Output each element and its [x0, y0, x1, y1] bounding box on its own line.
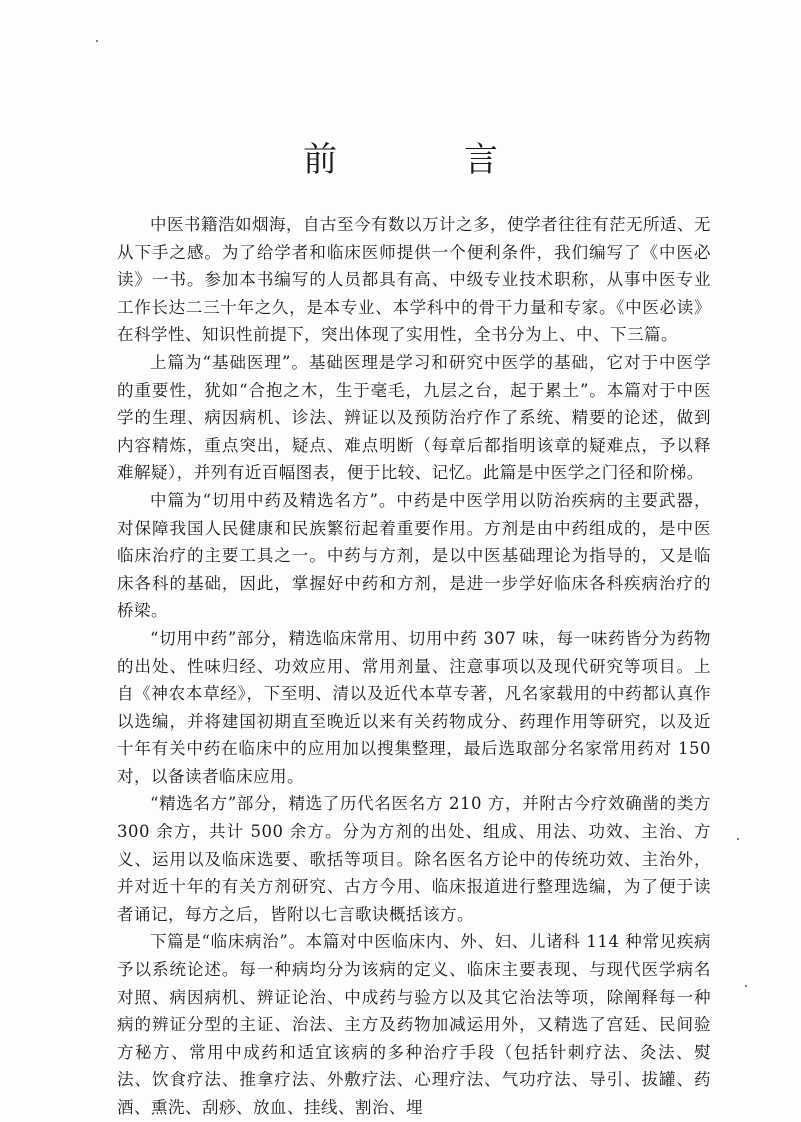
scan-speck [745, 985, 747, 987]
page-title: 前 言 [303, 140, 556, 180]
scan-speck [96, 40, 98, 42]
paragraph-intro: 中医书籍浩如烟海，自古至今有数以万计之多，使学者往往有茫无所适、无从下手之感。为了给学者和临床医师提供一个便利条件，我们编写了《中医必读》一书。参加本书编写的人员都具有高、中级专业技术职称，从事中医专业工作长达二三十年之久，是本专业、本学科中的骨干力量和专家。《中医必读》在科学性、知识性前提下，突出体现了实用性，全书分为上、中、下三篇。 [117, 215, 711, 345]
paragraph-formulas: “精选名方”部分，精选了历代名医名方 210 方，并附古今疗效确凿的类方 300 余方，共计 500 余方。分为方剂的出处、组成、用法、功效、主治、方义、运用以及临床选要、歌括等项目。除名医名方论中的传统功效、主治外，并对近十年的有关方剂研究、古方今用、临床报道进行整理选编，为了便于读者诵记，每方之后，皆附以七言歌诀概括该方。 [117, 794, 711, 924]
paragraph-upper-section: 上篇为“基础医理”。基础医理是学习和研究中医学的基础，它对于中医学的重要性，犹如“合抱之木，生于毫毛，九层之台，起于累土”。本篇对于中医学的生理、病因病机、诊法、辨证以及预防治疗作了系统、精要的论述，做到内容精炼，重点突出，疑点、难点明断（每章后都指明该章的疑难点，予以释难解疑），并列有近百幅图表，便于比较、记忆。此篇是中医学之门径和阶梯。 [117, 352, 711, 483]
body-text [117, 211, 711, 1122]
paragraph-herbs: “切用中药”部分，精选临床常用、切用中药 307 味，每一味药皆分为药物的出处、性味归经、功效应用、常用剂量、注意事项以及现代研究等项目。上自《神农本草经》，下至明、清以及近代本草专著，凡名家载用的中药都认真作以选编，并将建国初期直至晚近以来有关药物成分、药理作用等研究，以及近十年有关中药在临床中的应用加以搜集整理，最后选取部分名家常用药对 150 对，以备读者临床应用。 [117, 628, 711, 786]
paragraph-middle-section: 中篇为“切用中药及精选名方”。中药是中医学用以防治疾病的主要武器，对保障我国人民健康和民族繁衍起着重要作用。方剂是由中药组成的，是中医临床治疗的主要工具之一。中药与方剂，是以中医基础理论为指导的，又是临床各科的基础，因此，掌握好中药和方剂，是进一步学好临床各科疾病治疗的桥梁。 [117, 490, 711, 621]
scan-speck [737, 838, 739, 840]
paragraph-lower-section: 下篇是“临床病治”。本篇对中医临床内、外、妇、儿诸科 114 种常见疾病予以系统论述。每一种病均分为该病的定义、临床主要表现、与现代医学病名对照、病因病机、辨证论治、中成药与验方以及其它治法等项，除阐释每一种病的辨证分型的主证、治法、主方及药物加减运用外，又精选了宫廷、民间验方秘方、常用中成药和适宜该病的多种治疗手段（包括针刺疗法、灸法、熨法、饮食疗法、推拿疗法、外敷疗法、心理疗法、气功疗法、导引、拔罐、药酒、熏洗、刮痧、放血、挂线、割治、埋 [117, 932, 711, 1117]
